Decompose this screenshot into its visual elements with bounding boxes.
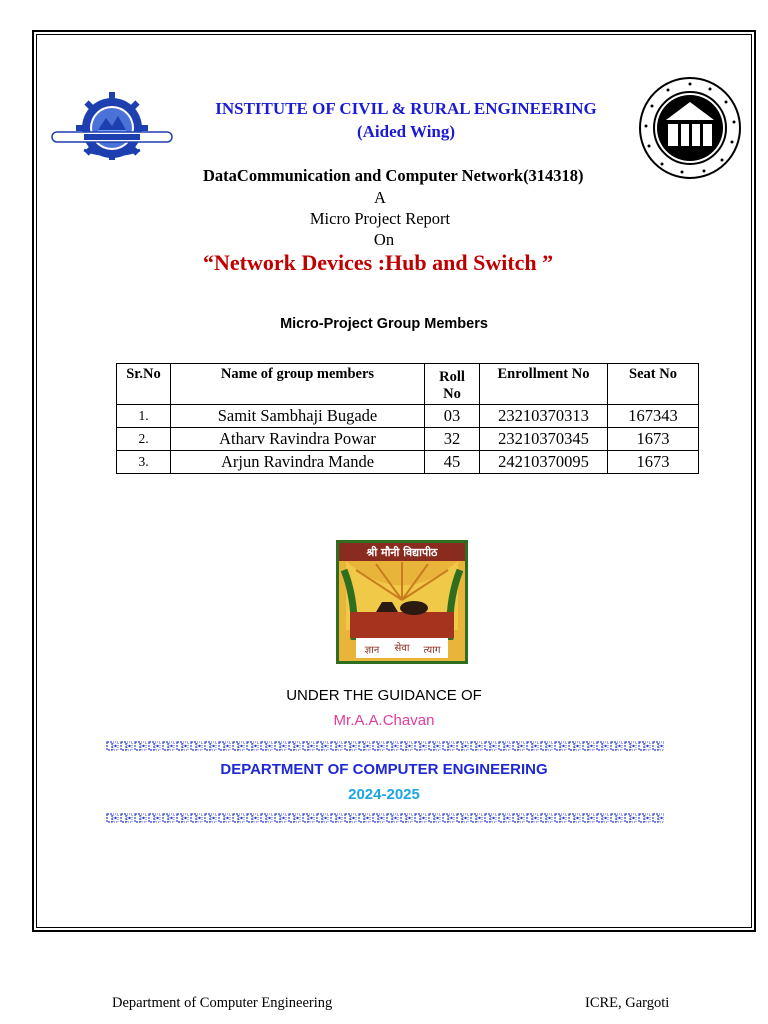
column-header-roll: Roll No xyxy=(425,364,480,405)
institute-name: INSTITUTE OF CIVIL & RURAL ENGINEERING xyxy=(215,99,597,118)
cell-sr: 3. xyxy=(117,451,171,474)
footer-department: Department of Computer Engineering xyxy=(112,995,333,1011)
board-logo xyxy=(638,76,742,180)
members-table xyxy=(116,363,699,474)
cell-enrollment: 23210370345 xyxy=(480,428,608,451)
column-header-seat: Seat No xyxy=(608,364,699,405)
cell-name: Atharv Ravindra Powar xyxy=(171,428,425,451)
seal-motto-right: त्याग xyxy=(423,645,441,656)
decorative-border-bottom xyxy=(106,812,664,824)
column-header-sr: Sr.No xyxy=(117,364,171,405)
guide-name: Mr.A.A.Chavan xyxy=(333,712,435,729)
table-header-row xyxy=(117,364,699,405)
cell-roll: 03 xyxy=(425,405,480,428)
cell-enrollment: 23210370313 xyxy=(480,405,608,428)
cell-seat: 1673 xyxy=(608,451,699,474)
table-row xyxy=(117,405,699,428)
subject-line: DataCommunication and Computer Network(314318) xyxy=(203,166,584,185)
academic-year: 2024-2025 xyxy=(348,786,420,803)
report-type: Micro Project Report xyxy=(309,209,451,228)
report-title: “Network Devices :Hub and Switch ” xyxy=(203,250,554,275)
seal-top-text: श्री मौनी विद्यापीठ xyxy=(366,546,438,559)
cell-seat: 1673 xyxy=(608,428,699,451)
report-line-on: On xyxy=(373,230,395,249)
table-row xyxy=(117,428,699,451)
members-heading: Micro-Project Group Members xyxy=(280,316,488,332)
institute-logo xyxy=(50,90,174,160)
department-name: DEPARTMENT OF COMPUTER ENGINEERING xyxy=(220,761,548,778)
cell-name: Arjun Ravindra Mande xyxy=(171,451,425,474)
institute-wing: (Aided Wing) xyxy=(356,122,456,141)
cell-enrollment: 24210370095 xyxy=(480,451,608,474)
table-row xyxy=(117,451,699,474)
vidyapeeth-seal xyxy=(336,540,468,664)
seal-motto-center: सेवा xyxy=(394,643,410,654)
footer-institute: ICRE, Gargoti xyxy=(585,995,670,1011)
cell-sr: 2. xyxy=(117,428,171,451)
seal-motto-left: ज्ञान xyxy=(364,645,380,656)
column-header-enrollment: Enrollment No xyxy=(480,364,608,405)
cell-sr: 1. xyxy=(117,405,171,428)
cell-seat: 167343 xyxy=(608,405,699,428)
decorative-border-top xyxy=(106,740,664,752)
cell-roll: 45 xyxy=(425,451,480,474)
guidance-label: UNDER THE GUIDANCE OF xyxy=(286,687,482,704)
cell-name: Samit Sambhaji Bugade xyxy=(171,405,425,428)
report-line-a: A xyxy=(374,188,386,207)
cell-roll: 32 xyxy=(425,428,480,451)
column-header-name: Name of group members xyxy=(171,364,425,405)
